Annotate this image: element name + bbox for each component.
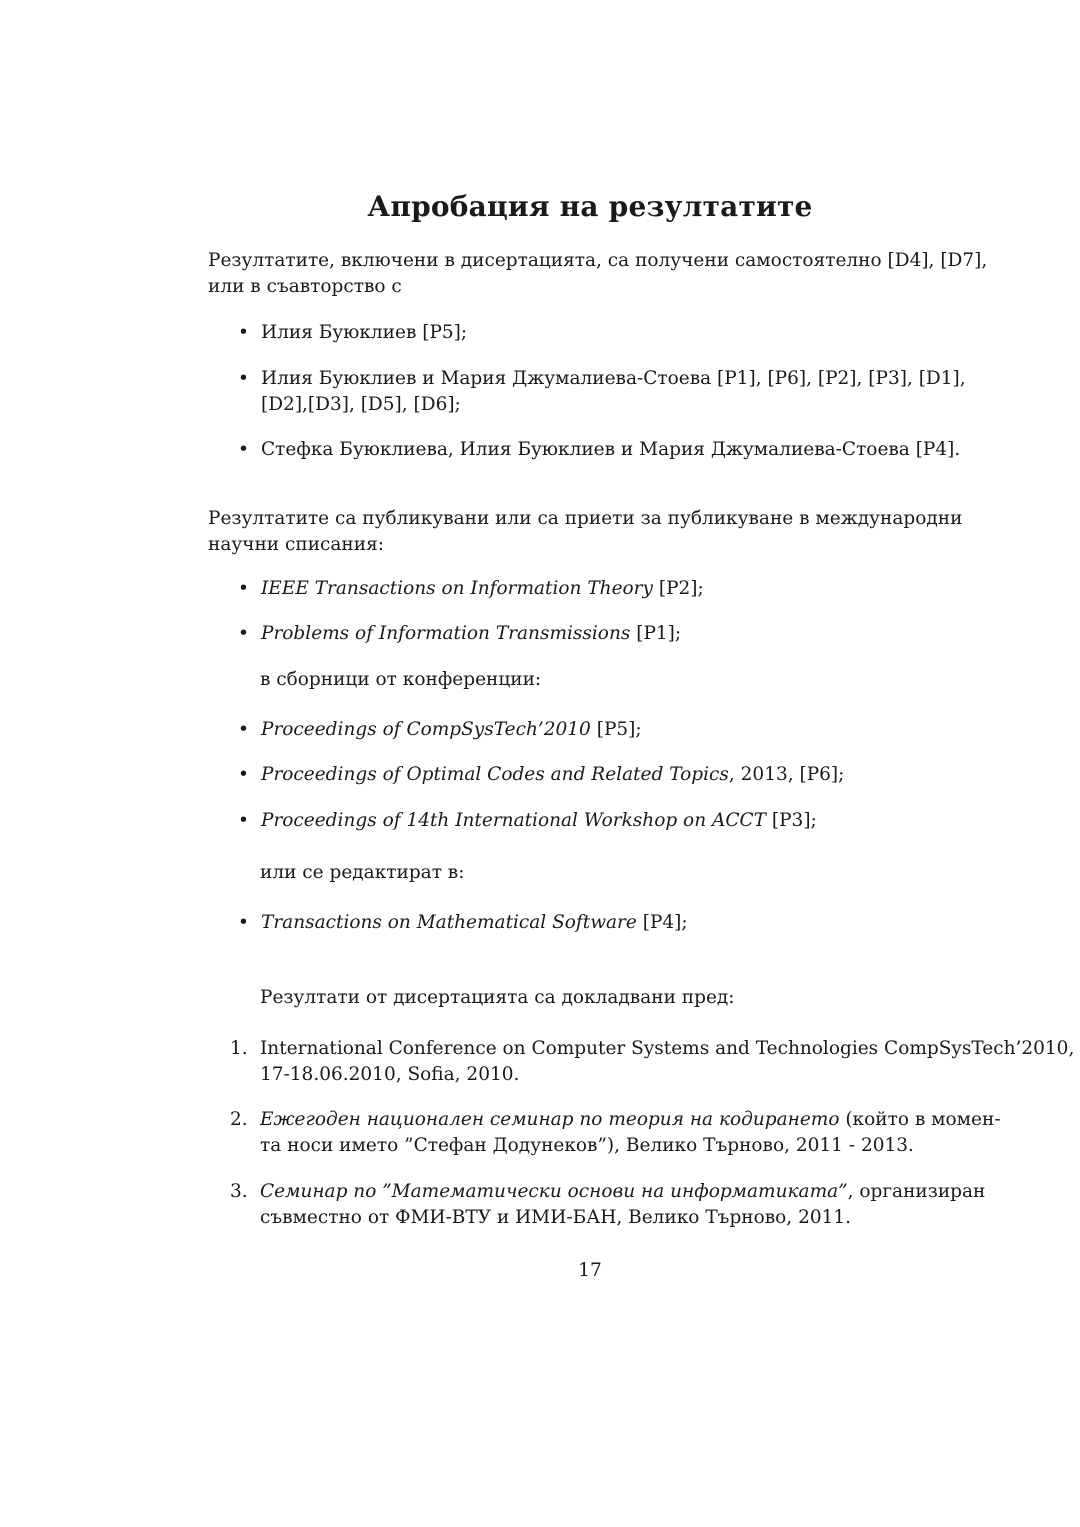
publications-paragraph — [208, 506, 978, 558]
intro-line-2: или в съавторство с — [208, 276, 402, 297]
item-number: 3. — [230, 1181, 248, 1202]
conference-title: Proceedings of Optimal Codes and Related Topics — [261, 764, 729, 785]
reported-text: , организиран — [847, 1181, 986, 1202]
edited-title: Transactions on Mathematical Software — [261, 912, 637, 933]
bullet-icon: • — [238, 322, 249, 343]
bullet-icon: • — [238, 623, 249, 644]
publications-line-2: научни списания: — [208, 534, 384, 555]
reported-item — [230, 1036, 1075, 1088]
reported-text: International Conference on Computer Systems and Technologies CompSysTech’2010, — [260, 1038, 1075, 1059]
conference-item — [238, 762, 978, 788]
coauthor-text: Илия Буюклиев и Мария Джумалиева-Стоева [P1], [P6], [P2], [P3], [D1], — [261, 368, 966, 389]
bullet-icon: • — [238, 439, 249, 460]
coauthor-item — [238, 320, 978, 346]
reported-text-cont: съвместно от ФМИ-ВТУ и ИМИ-БАН, Велико Търново, 2011. — [260, 1207, 852, 1228]
bullet-icon: • — [238, 764, 249, 785]
publications-line-1: Резултатите са публикувани или са приети за публикуване в международни — [208, 508, 963, 529]
page-number: 17 — [578, 1260, 602, 1281]
conference-ref: [P5]; — [590, 719, 642, 740]
coauthor-item — [238, 366, 978, 418]
conference-title: Proceedings of 14th International Workshop on ACCT — [261, 810, 767, 831]
edited-ref: [P4]; — [636, 912, 688, 933]
journal-title: IEEE Transactions on Information Theory — [261, 578, 653, 599]
reported-text-cont: та носи името ”Стефан Додунеков”), Велико Търново, 2011 - 2013. — [260, 1135, 914, 1156]
journal-item — [238, 576, 978, 602]
bullet-icon: • — [238, 368, 249, 389]
coauthor-item — [238, 437, 978, 463]
conference-title: Proceedings of CompSysTech’2010 — [261, 719, 591, 740]
conference-item — [238, 808, 978, 834]
bullet-icon: • — [238, 578, 249, 599]
journal-title: Problems of Information Transmissions — [261, 623, 631, 644]
item-number: 2. — [230, 1109, 248, 1130]
conference-item — [238, 717, 978, 743]
conferences-intro: в сборници от конференции: — [260, 669, 542, 690]
journal-ref: [P2]; — [652, 578, 704, 599]
bullet-icon: • — [238, 912, 249, 933]
coauthor-text-cont: [D2],[D3], [D5], [D6]; — [261, 394, 461, 415]
reported-item — [230, 1179, 1050, 1231]
reported-text-cont: 17-18.06.2010, Sofia, 2010. — [260, 1064, 520, 1085]
edited-item — [238, 910, 978, 936]
page-title: Апробация на резултатите — [367, 190, 813, 223]
reported-intro: Резултати от дисертацията са докладвани пред: — [260, 987, 735, 1008]
coauthor-text: Илия Буюклиев [P5]; — [261, 322, 468, 343]
edited-intro: или се редактират в: — [260, 862, 465, 883]
journal-ref: [P1]; — [630, 623, 682, 644]
reported-italic: Семинар по ”Математически основи на информатиката” — [260, 1181, 848, 1202]
reported-italic: Ежегоден национален семинар по теория на кодирането — [260, 1109, 840, 1130]
bullet-icon: • — [238, 719, 249, 740]
intro-paragraph — [208, 248, 988, 300]
bullet-icon: • — [238, 810, 249, 831]
conference-ref: [P3]; — [766, 810, 817, 831]
reported-text: (който в момен- — [839, 1109, 1001, 1130]
intro-line-1: Резултатите, включени в дисертацията, са получени самостоятелно [D4], [D7], — [208, 250, 988, 271]
conference-ref: , 2013, [P6]; — [728, 764, 845, 785]
journal-item — [238, 621, 978, 647]
reported-item — [230, 1107, 1050, 1159]
coauthor-text: Стефка Буюклиева, Илия Буюклиев и Мария Джумалиева-Стоева [P4]. — [261, 439, 961, 460]
item-number: 1. — [230, 1038, 248, 1059]
